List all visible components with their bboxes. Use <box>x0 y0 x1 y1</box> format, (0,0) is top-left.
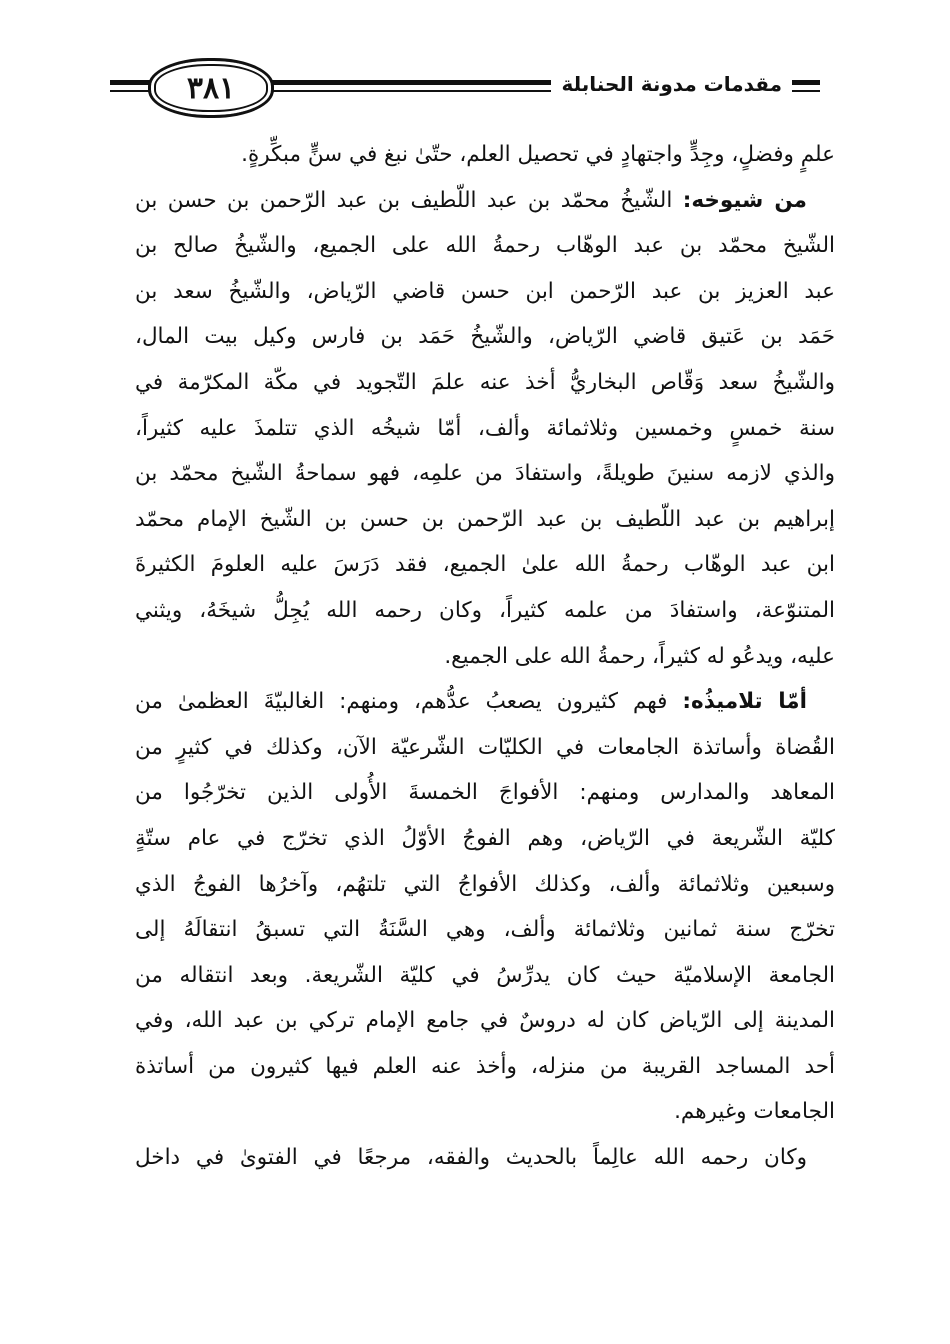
text-line: حَمَد بن عَتيق قاضي الرّياض، والشّيخُ حَمَد بن فارس وكيل بيت المال، <box>135 324 835 350</box>
text-line: إبراهيم بن عبد اللّطيف بن عبد الرّحمن بن حسن بن الشّيخ الإمام محمّد <box>135 506 835 532</box>
text-line <box>135 679 835 725</box>
section-label-talamidh: أمّا تلاميذُه: <box>682 689 807 715</box>
paragraph-shuyukh <box>135 178 835 680</box>
text-line: الجامعات وغيرهم. <box>674 1099 835 1125</box>
text-line: القُضاة وأساتذة الجامعات في الكليّات الشّرعيّة الآن، وكذلك في كثيرٍ من <box>135 734 835 760</box>
text-line: الجامعة الإسلاميّة حيث كان يدرِّسُ في كليّة الشّريعة. وبعد انتقاله من <box>135 962 835 988</box>
page-header <box>110 58 820 118</box>
text-line: وسبعين وثلاثمائة وألف، وكذلك الأفواجُ التي تلتهُم، وآخرُها الفوجُ الذي <box>135 871 835 897</box>
page-number-oval <box>148 58 274 118</box>
text-line: سنة خمسٍ وخمسين وثلاثمائة وألف، أمّا شيخُه الذي تتلمذَ عليه كثيراً، <box>135 415 835 441</box>
page-number: ٣٨١ <box>186 70 236 106</box>
running-title: مقدمات مدونة الحنابلة <box>551 72 792 96</box>
text-line-content: فهم كثيرون يصعبُ عدُّهم، ومنهم: الغالبيّةَ العظمىٰ من <box>135 689 668 715</box>
text-line: المعاهد والمدارس ومنهم: الأفواجَ الخمسةَ الأُولى الذين تخرّجُوا من <box>135 780 835 806</box>
text-line-content: الشّيخُ محمّد بن عبد اللّطيف بن عبد الرّحمن بن حسن بن <box>135 187 673 213</box>
paragraph-1 <box>135 132 835 178</box>
header-rule-left-thin <box>110 90 150 92</box>
text-line: أحد المساجد القريبة من منزله، وأخذ عنه العلم فيها كثيرون من أساتذة <box>135 1053 835 1079</box>
paragraph-last <box>135 1135 835 1181</box>
text-line: عليه، ويدعُو له كثيراً، رحمةُ الله على الجميع. <box>444 643 835 669</box>
text-line: عبد العزيز بن عبد الرّحمن ابن حسن قاضي الرّياض، والشّيخُ سعد بن <box>135 278 835 304</box>
text-line: علمٍ وفضلٍ، وجِدٍّ واجتهادٍ في تحصيل العلم، حتّىٰ نبغ في سنٍّ مبكِّرةٍ. <box>241 142 835 167</box>
text-line: وكان رحمه الله عالِماً بالحديث والفقه، مرجعًا في الفتوىٰ في داخل <box>135 1145 807 1171</box>
paragraph-talamidh <box>135 679 835 1135</box>
text-line: الشّيخ محمّد بن عبد الوهّاب رحمةُ الله على الجميع، والشّيخُ صالح بن <box>135 233 835 259</box>
text-line <box>135 178 835 224</box>
header-rule-left-thick <box>110 80 150 85</box>
text-line: والذي لازمه سنينَ طويلةً، واستفادَ من علمِه، فهو سماحةُ الشّيخ محمّد بن <box>135 461 835 487</box>
text-line: المتنوّعة، واستفادَ من علمه كثيراً، وكان رحمه الله يُجِلُّ شيخَهُ، ويثني <box>135 597 835 623</box>
main-text <box>135 132 835 1181</box>
text-line: ابن عبد الوهّاب رحمةُ الله علىٰ الجميع، فقد دَرَسَ عليه العلومَ الكثيرةَ <box>135 552 835 578</box>
section-label-shuyukh: من شيوخه: <box>682 187 807 213</box>
text-line: تخرّج سنة ثمانين وثلاثمائة وألف، وهي السَّنَةُ التي تسبقُ انتقالَهُ إلى <box>135 917 835 943</box>
text-line: كليّة الشّريعة في الرّياض، وهم الفوجُ الأوّلُ الذي تخرّج في عام ستّةٍ <box>135 825 835 851</box>
text-line: والشّيخُ سعد وَقّاص البخاريُّ أخذ عنه علمَ التّجويد في مكّة المكرّمة في <box>135 369 835 395</box>
text-line: المدينة إلى الرّياض كان له دروسٌ في جامع الإمام تركي بن عبد الله، وفي <box>135 1008 835 1034</box>
